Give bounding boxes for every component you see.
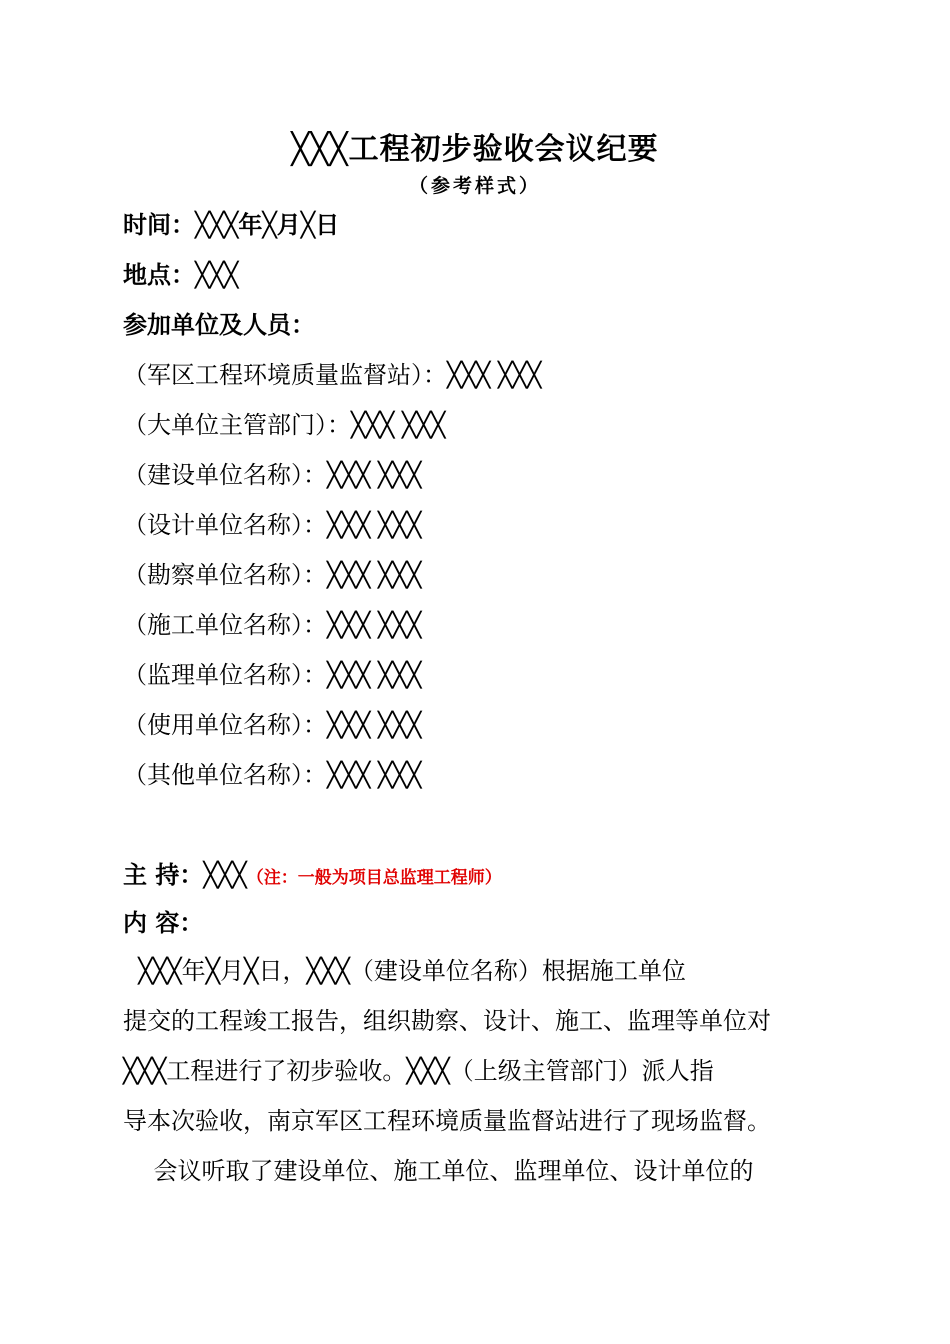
- participant-unit: （勘察单位名称）：: [123, 561, 327, 589]
- content-line: ╳╳╳年╳月╳日，╳╳╳（建设单位名称）根据施工单位: [123, 957, 686, 985]
- participant-people: ╳╳╳ ╳╳╳: [447, 361, 542, 389]
- content-heading: 内 容：: [123, 908, 204, 937]
- content-body: [123, 946, 833, 1196]
- host-row: [123, 858, 502, 895]
- participant-row: [123, 608, 421, 642]
- participant-row: [123, 758, 421, 792]
- content-line: 导本次验收，南京军区工程环境质量监督站进行了现场监督。: [123, 1107, 771, 1135]
- time-value: ╳╳╳年╳月╳日: [195, 210, 340, 239]
- participant-unit: （建设单位名称）：: [123, 461, 327, 489]
- participant-row: [123, 458, 421, 492]
- host-label: 主 持：: [123, 860, 204, 889]
- participant-unit: （军区工程环境质量监督站）：: [123, 361, 447, 389]
- participant-unit: （监理单位名称）：: [123, 661, 327, 689]
- content-line: 会议听取了建设单位、施工单位、监理单位、设计单位的: [123, 1157, 754, 1185]
- host-note: （注：一般为项目总监理工程师）: [246, 868, 502, 888]
- participant-people: ╳╳╳ ╳╳╳: [327, 661, 422, 689]
- participant-row: [123, 708, 421, 742]
- host-value: ╳╳╳: [203, 861, 247, 889]
- participant-row: [123, 508, 421, 542]
- content-line: 提交的工程竣工报告，组织勘察、设计、施工、监理等单位对: [123, 1007, 771, 1035]
- participant-people: ╳╳╳ ╳╳╳: [327, 611, 422, 639]
- document-title: ╳╳╳工程初步验收会议纪要: [291, 132, 659, 167]
- document-subtitle: （参考样式）: [408, 175, 541, 197]
- participant-people: ╳╳╳ ╳╳╳: [327, 461, 422, 489]
- content-line: ╳╳╳工程进行了初步验收。╳╳╳（上级主管部门）派人指: [123, 1057, 714, 1085]
- participant-unit: （施工单位名称）：: [123, 611, 327, 639]
- participant-unit: （设计单位名称）：: [123, 511, 327, 539]
- place-value: ╳╳╳: [195, 261, 239, 289]
- place-row: [123, 258, 238, 292]
- participant-people: ╳╳╳ ╳╳╳: [327, 511, 422, 539]
- participant-people: ╳╳╳ ╳╳╳: [327, 561, 422, 589]
- participant-row: [123, 558, 421, 592]
- participants-heading: 参加单位及人员：: [123, 310, 315, 339]
- time-row: [123, 208, 339, 242]
- time-label: 时间：: [123, 210, 195, 239]
- participant-people: ╳╳╳ ╳╳╳: [327, 711, 422, 739]
- place-label: 地点：: [123, 260, 195, 289]
- participant-people: ╳╳╳ ╳╳╳: [327, 761, 422, 789]
- participant-unit: （大单位主管部门）：: [123, 411, 351, 439]
- participant-row: [123, 408, 445, 442]
- participant-unit: （其他单位名称）：: [123, 761, 327, 789]
- participant-people: ╳╳╳ ╳╳╳: [351, 411, 446, 439]
- participant-row: [123, 358, 541, 392]
- participant-row: [123, 658, 421, 692]
- participant-unit: （使用单位名称）：: [123, 711, 327, 739]
